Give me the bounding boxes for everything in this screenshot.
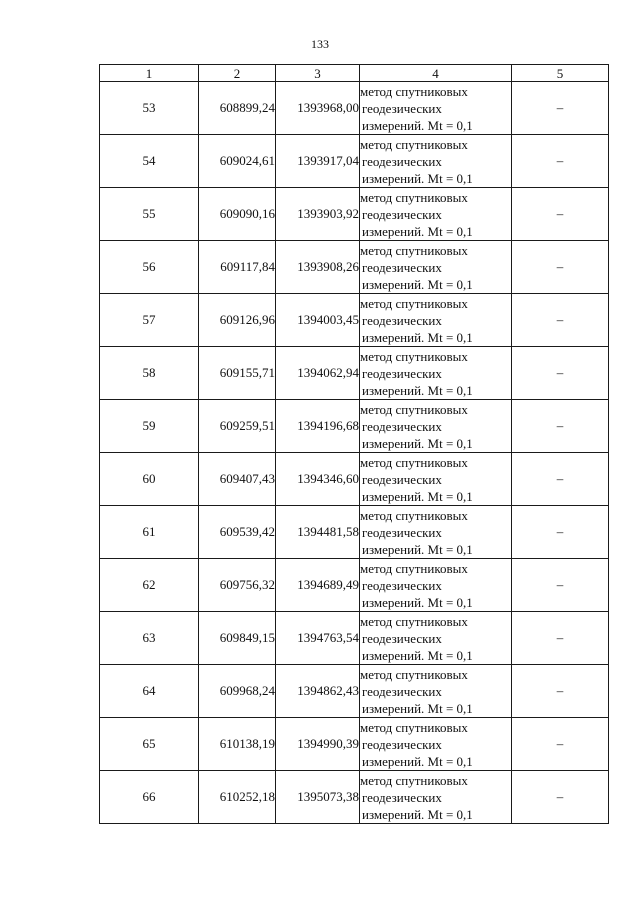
method-cell — [360, 453, 512, 506]
y-coordinate-cell: 1393968,00 — [276, 82, 360, 135]
note-cell: – — [512, 559, 609, 612]
x-coordinate-cell: 609126,96 — [199, 294, 276, 347]
method-line: геодезических — [362, 259, 442, 275]
point-number-cell: 57 — [100, 294, 199, 347]
y-coordinate-cell: 1394689,49 — [276, 559, 360, 612]
x-coordinate-cell: 609849,15 — [199, 612, 276, 665]
x-coordinate-cell: 609407,43 — [199, 453, 276, 506]
y-coordinate-cell: 1394862,43 — [276, 665, 360, 718]
method-line: метод спутниковых — [360, 772, 468, 788]
method-line: метод спутниковых — [360, 507, 468, 523]
method-line: метод спутниковых — [360, 295, 468, 311]
table-row — [100, 506, 609, 559]
table-row — [100, 612, 609, 665]
table-row — [100, 559, 609, 612]
method-line: измерений. Mt = 0,1 — [362, 488, 473, 504]
note-cell: – — [512, 665, 609, 718]
method-line: геодезических — [362, 206, 442, 222]
note-cell: – — [512, 506, 609, 559]
method-line: измерений. Mt = 0,1 — [362, 276, 473, 292]
x-coordinate-cell: 609756,32 — [199, 559, 276, 612]
method-line: метод спутниковых — [360, 666, 468, 682]
x-coordinate-cell: 609090,16 — [199, 188, 276, 241]
method-line: геодезических — [362, 312, 442, 328]
table-header-row — [100, 65, 609, 82]
method-line: геодезических — [362, 789, 442, 805]
x-coordinate-cell: 610252,18 — [199, 771, 276, 824]
note-cell: – — [512, 347, 609, 400]
method-line: измерений. Mt = 0,1 — [362, 700, 473, 716]
method-line: геодезических — [362, 683, 442, 699]
y-coordinate-cell: 1394196,68 — [276, 400, 360, 453]
table-body — [100, 65, 609, 824]
table-row — [100, 718, 609, 771]
method-line: метод спутниковых — [360, 348, 468, 364]
point-number-cell: 64 — [100, 665, 199, 718]
y-coordinate-cell: 1394062,94 — [276, 347, 360, 400]
method-cell — [360, 294, 512, 347]
coordinates-table — [99, 64, 609, 824]
method-cell — [360, 241, 512, 294]
method-line: геодезических — [362, 524, 442, 540]
method-line: геодезических — [362, 365, 442, 381]
method-line: измерений. Mt = 0,1 — [362, 594, 473, 610]
method-line: измерений. Mt = 0,1 — [362, 329, 473, 345]
x-coordinate-cell: 609968,24 — [199, 665, 276, 718]
column-header: 1 — [100, 65, 199, 82]
y-coordinate-cell: 1393903,92 — [276, 188, 360, 241]
method-line: измерений. Mt = 0,1 — [362, 223, 473, 239]
method-line: метод спутниковых — [360, 242, 468, 258]
method-line: метод спутниковых — [360, 136, 468, 152]
method-cell — [360, 188, 512, 241]
x-coordinate-cell: 609539,42 — [199, 506, 276, 559]
method-cell — [360, 82, 512, 135]
method-cell — [360, 506, 512, 559]
table-row — [100, 188, 609, 241]
note-cell: – — [512, 294, 609, 347]
table-row — [100, 771, 609, 824]
method-line: метод спутниковых — [360, 560, 468, 576]
y-coordinate-cell: 1394003,45 — [276, 294, 360, 347]
note-cell: – — [512, 241, 609, 294]
method-cell — [360, 400, 512, 453]
note-cell: – — [512, 771, 609, 824]
x-coordinate-cell: 610138,19 — [199, 718, 276, 771]
method-line: геодезических — [362, 471, 442, 487]
note-cell: – — [512, 188, 609, 241]
x-coordinate-cell: 609259,51 — [199, 400, 276, 453]
x-coordinate-cell: 608899,24 — [199, 82, 276, 135]
column-header: 4 — [360, 65, 512, 82]
method-cell — [360, 771, 512, 824]
method-line: геодезических — [362, 153, 442, 169]
point-number-cell: 54 — [100, 135, 199, 188]
point-number-cell: 61 — [100, 506, 199, 559]
method-cell — [360, 612, 512, 665]
note-cell: – — [512, 400, 609, 453]
method-line: геодезических — [362, 736, 442, 752]
note-cell: – — [512, 718, 609, 771]
method-line: измерений. Mt = 0,1 — [362, 541, 473, 557]
y-coordinate-cell: 1395073,38 — [276, 771, 360, 824]
column-header: 3 — [276, 65, 360, 82]
method-line: измерений. Mt = 0,1 — [362, 647, 473, 663]
y-coordinate-cell: 1393908,26 — [276, 241, 360, 294]
y-coordinate-cell: 1394990,39 — [276, 718, 360, 771]
method-line: геодезических — [362, 100, 442, 116]
x-coordinate-cell: 609117,84 — [199, 241, 276, 294]
column-header: 2 — [199, 65, 276, 82]
method-cell — [360, 559, 512, 612]
x-coordinate-cell: 609155,71 — [199, 347, 276, 400]
method-line: измерений. Mt = 0,1 — [362, 435, 473, 451]
method-cell — [360, 135, 512, 188]
note-cell: – — [512, 612, 609, 665]
note-cell: – — [512, 82, 609, 135]
method-cell — [360, 718, 512, 771]
y-coordinate-cell: 1393917,04 — [276, 135, 360, 188]
table-row — [100, 241, 609, 294]
table-row — [100, 665, 609, 718]
method-line: измерений. Mt = 0,1 — [362, 117, 473, 133]
method-cell — [360, 665, 512, 718]
method-cell — [360, 347, 512, 400]
table-row — [100, 135, 609, 188]
point-number-cell: 59 — [100, 400, 199, 453]
method-line: геодезических — [362, 577, 442, 593]
table-row — [100, 453, 609, 506]
method-line: метод спутниковых — [360, 401, 468, 417]
method-line: метод спутниковых — [360, 189, 468, 205]
method-line: измерений. Mt = 0,1 — [362, 382, 473, 398]
method-line: измерений. Mt = 0,1 — [362, 806, 473, 822]
x-coordinate-cell: 609024,61 — [199, 135, 276, 188]
method-line: метод спутниковых — [360, 613, 468, 629]
point-number-cell: 63 — [100, 612, 199, 665]
method-line: метод спутниковых — [360, 454, 468, 470]
method-line: метод спутниковых — [360, 83, 468, 99]
method-line: геодезических — [362, 418, 442, 434]
table-row — [100, 294, 609, 347]
table-row — [100, 347, 609, 400]
point-number-cell: 65 — [100, 718, 199, 771]
y-coordinate-cell: 1394763,54 — [276, 612, 360, 665]
note-cell: – — [512, 453, 609, 506]
point-number-cell: 62 — [100, 559, 199, 612]
point-number-cell: 56 — [100, 241, 199, 294]
column-header: 5 — [512, 65, 609, 82]
method-line: измерений. Mt = 0,1 — [362, 753, 473, 769]
point-number-cell: 55 — [100, 188, 199, 241]
point-number-cell: 53 — [100, 82, 199, 135]
y-coordinate-cell: 1394481,58 — [276, 506, 360, 559]
point-number-cell: 58 — [100, 347, 199, 400]
y-coordinate-cell: 1394346,60 — [276, 453, 360, 506]
point-number-cell: 60 — [100, 453, 199, 506]
method-line: геодезических — [362, 630, 442, 646]
page-number: 133 — [311, 37, 329, 51]
point-number-cell: 66 — [100, 771, 199, 824]
method-line: измерений. Mt = 0,1 — [362, 170, 473, 186]
method-line: метод спутниковых — [360, 719, 468, 735]
note-cell: – — [512, 135, 609, 188]
table-row — [100, 82, 609, 135]
table-row — [100, 400, 609, 453]
